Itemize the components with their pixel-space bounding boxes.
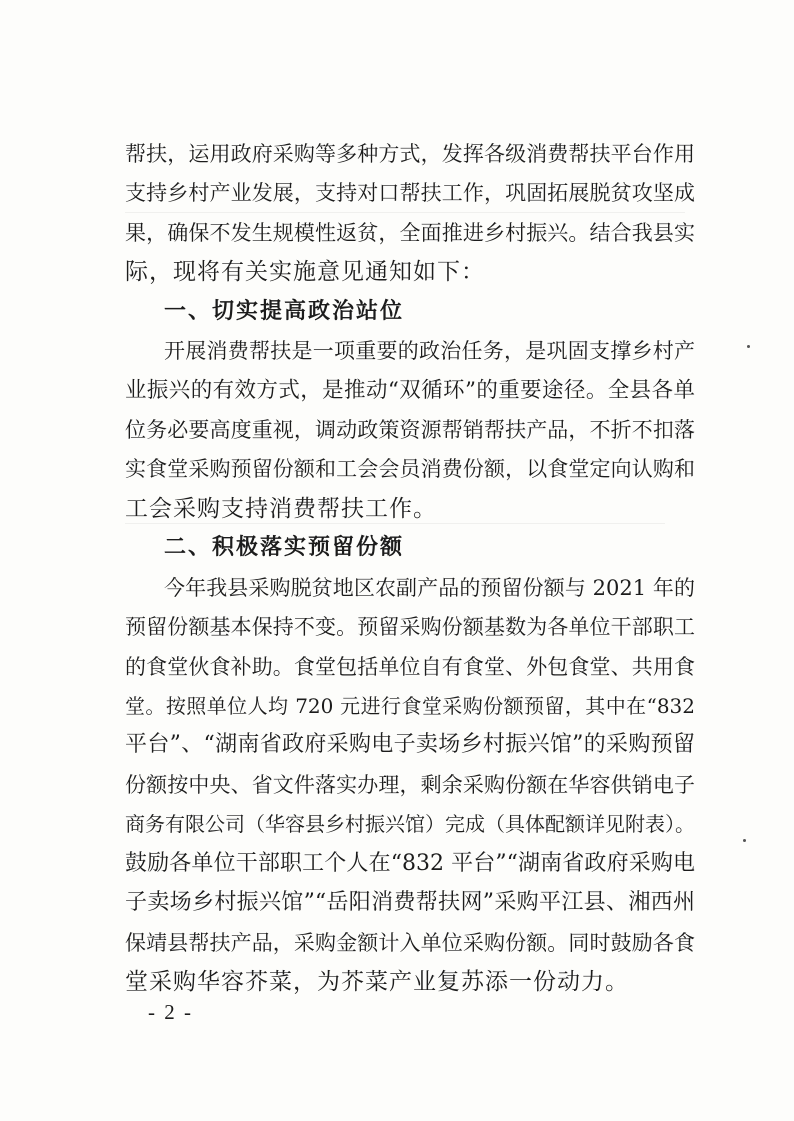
body-text-line: 的食堂伙食补助。食堂包括单位自有食堂、外包食堂、共用食	[125, 655, 695, 679]
page-number: - 2 -	[148, 1000, 193, 1024]
body-text-line: 鼓励各单位干部职工个人在“832 平台”“湖南省政府采购电	[125, 851, 695, 876]
body-text-line: 实食堂采购预留份额和工会会员消费份额，以食堂定向认购和	[125, 457, 695, 481]
body-text-line: 业振兴的有效方式，是推动“双循环”的重要途径。全县各单	[125, 378, 695, 403]
body-text-line: 商务有限公司（华容县乡村振兴馆）完成（具体配额详见附表）。	[125, 812, 695, 836]
body-text-line: 际，现将有关实施意见通知如下：	[125, 259, 485, 285]
section-heading: 二、积极落实预留份额	[164, 535, 405, 560]
body-text-line: 开展消费帮扶是一项重要的政治任务，是巩固支撑乡村产	[164, 339, 695, 363]
body-text-line: 堂采购华容芥菜，为芥菜产业复苏添一份动力。	[125, 969, 629, 995]
body-text-line: 堂。按照单位人均 720 元进行食堂采购份额预留，其中在“832	[125, 694, 695, 718]
body-text-line: 份额按中央、省文件落实办理，剩余采购份额在华容供销电子	[125, 773, 695, 797]
body-text-line: 保靖县帮扶产品，采购金额计入单位采购份额。同时鼓励各食	[125, 931, 695, 955]
body-text-line: 子卖场乡村振兴馆”“岳阳消费帮扶网”采购平江县、湘西州	[125, 890, 695, 915]
body-text-line: 位务必要高度重视，调动政策资源帮销帮扶产品，不折不扣落	[125, 418, 695, 442]
scan-speck	[747, 345, 750, 348]
body-text-line: 帮扶，运用政府采购等多种方式，发挥各级消费帮扶平台作用	[125, 142, 695, 166]
body-text-line: 工会采购支持消费帮扶工作。	[125, 496, 437, 522]
body-text-line: 今年我县采购脱贫地区农副产品的预留份额与 2021 年的	[164, 576, 695, 600]
body-text-line: 果，确保不发生规模性返贫，全面推进乡村振兴。结合我县实	[125, 221, 695, 245]
body-text-line: 预留份额基本保持不变。预留采购份额基数为各单位干部职工	[125, 615, 695, 639]
body-text-line: 支持乡村产业发展，支持对口帮扶工作，巩固拓展脱贫攻坚成	[125, 181, 695, 205]
scan-speck	[743, 839, 746, 842]
body-text-line: 平台”、“湖南省政府采购电子卖场乡村振兴馆”的采购预留	[125, 732, 695, 757]
section-heading: 一、切实提高政治站位	[164, 299, 405, 324]
